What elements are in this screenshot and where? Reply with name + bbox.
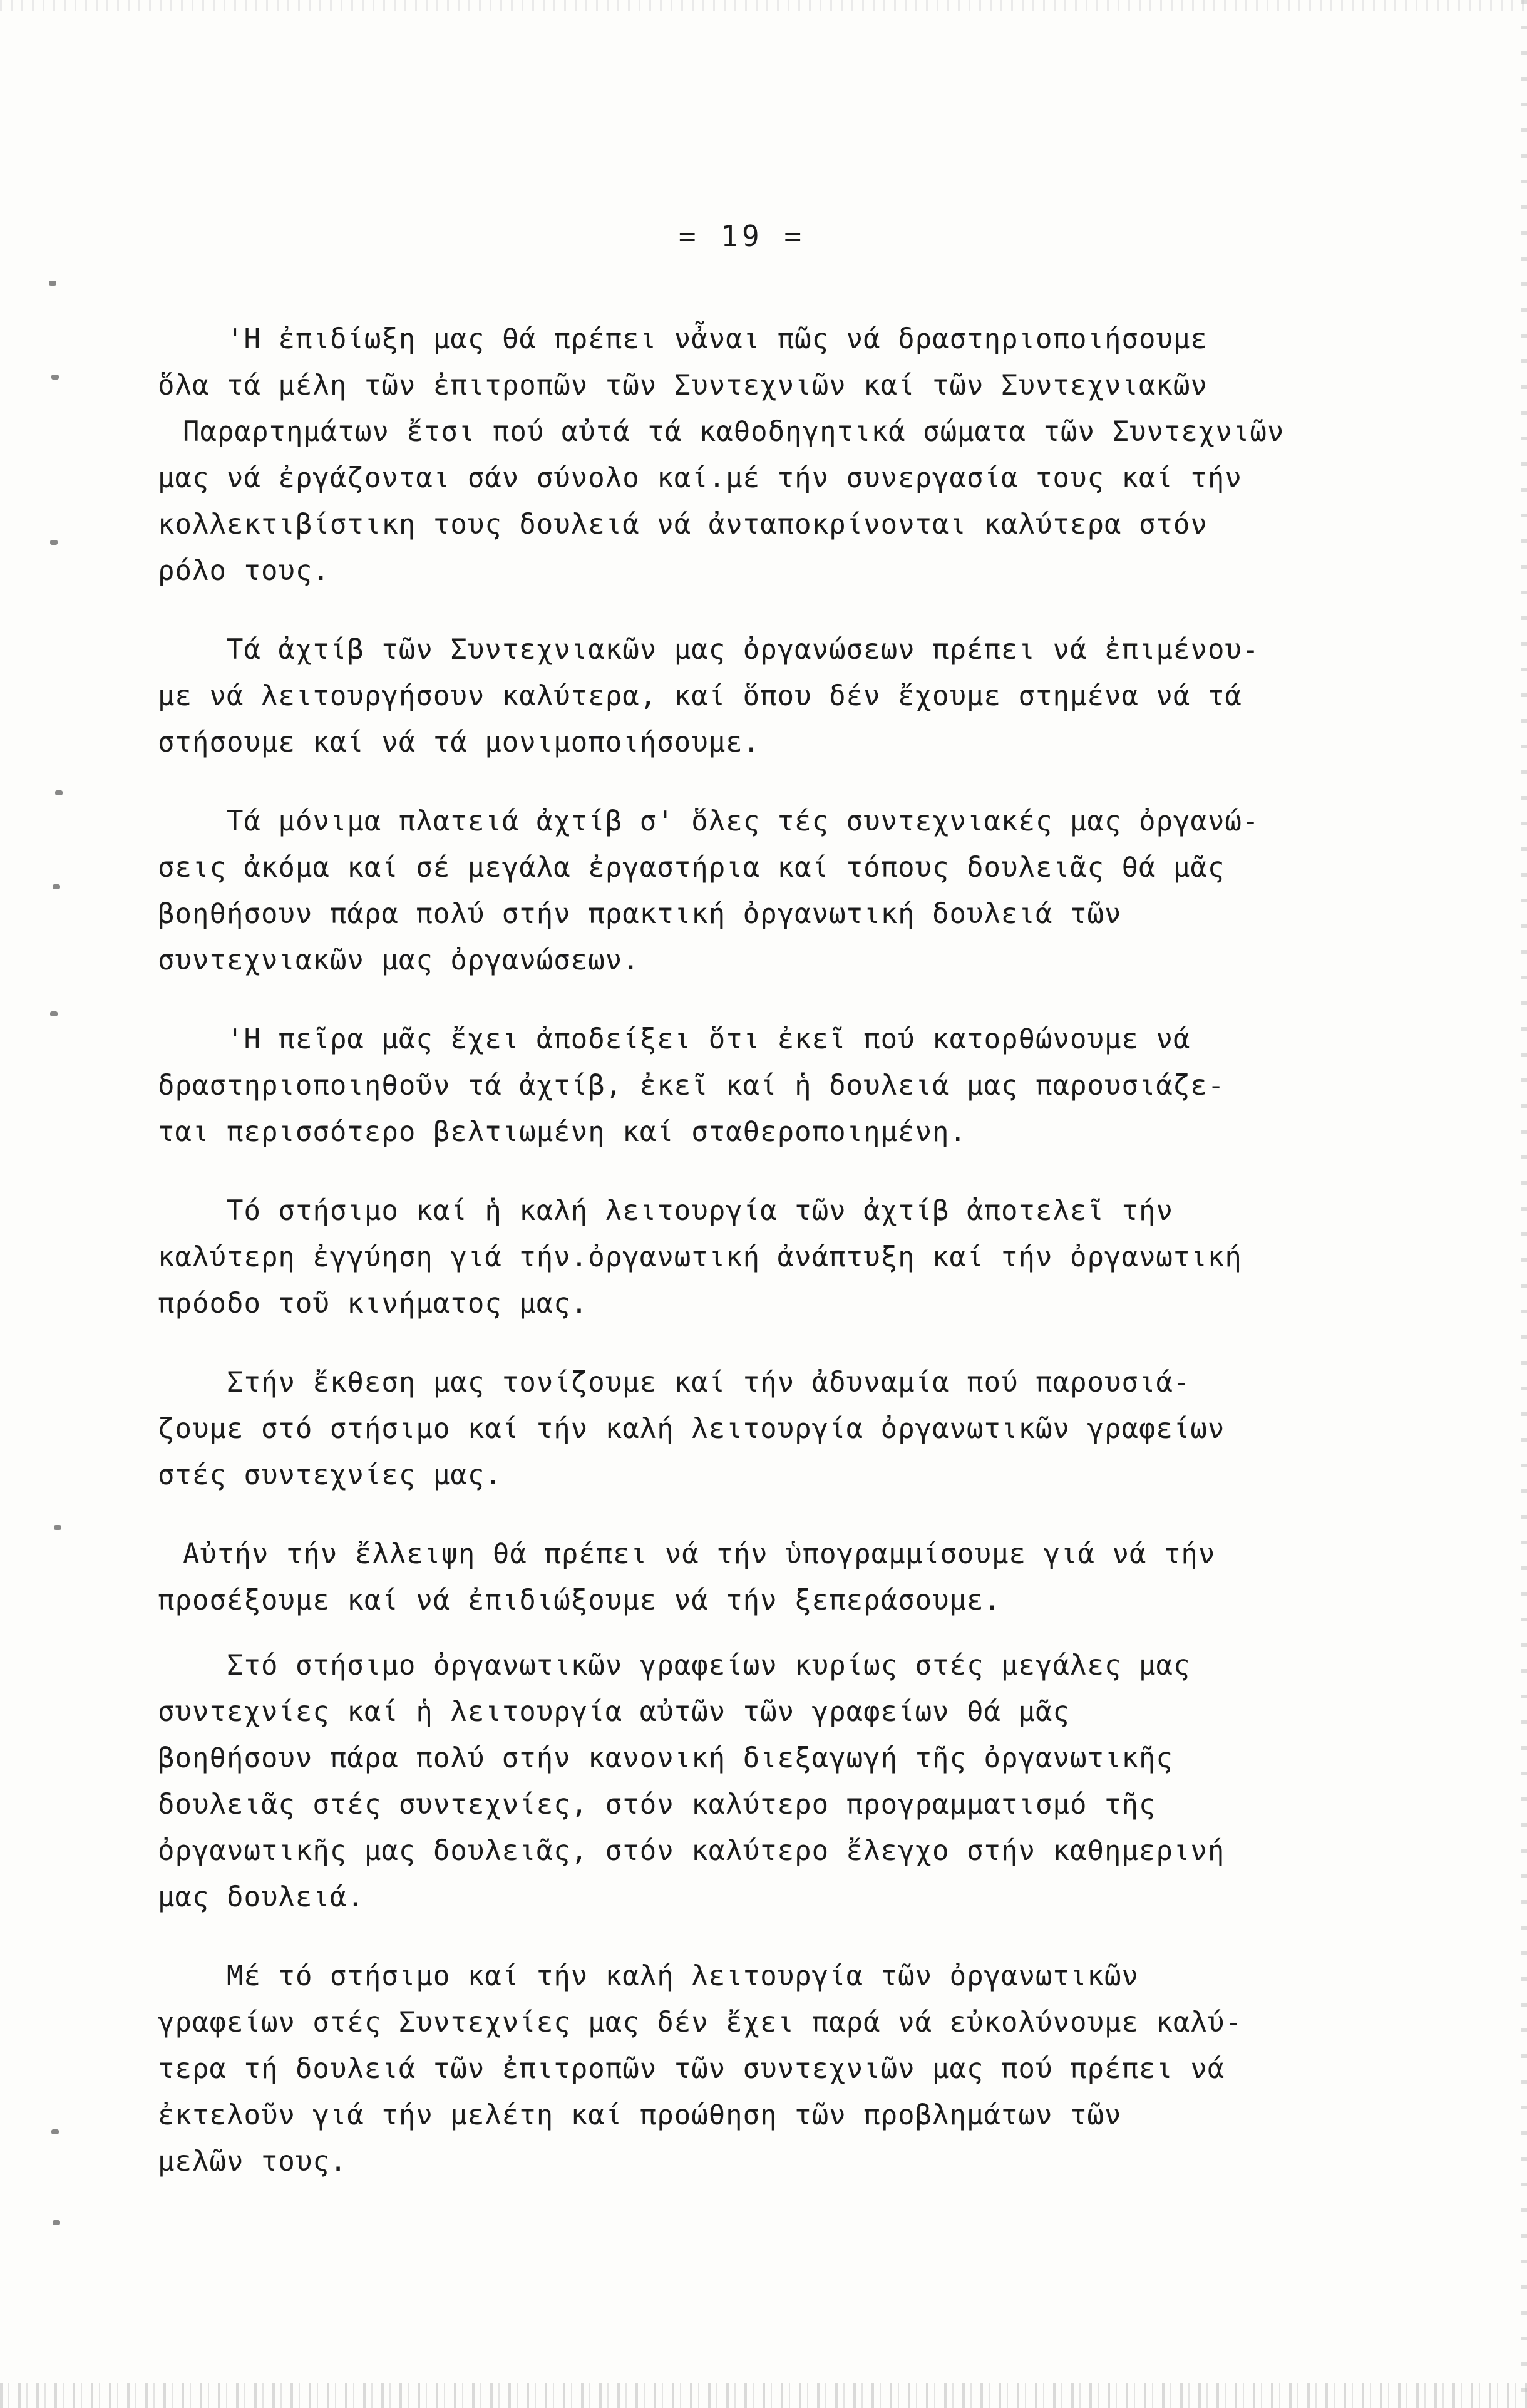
text-line: συντεχνιακῶν μας ὀργανώσεων. (158, 944, 640, 976)
text-line: ζουμε στό στήσιμο καί τήν καλή λειτουργία ὀργανωτικῶν γραφείων (158, 1413, 1225, 1445)
text-line: Μέ τό στήσιμο καί τήν καλή λειτουργία τῶν ὀργανωτικῶν (227, 1960, 1139, 1992)
text-line: Τά ἀχτίβ τῶν Συντεχνιακῶν μας ὀργανώσεων πρέπει νά ἐπιμένου- (227, 634, 1260, 666)
text-line: με νά λειτουργήσουν καλύτερα, καί ὅπου δέν ἔχουμε στημένα νά τά (158, 680, 1242, 712)
text-line: ται περισσότερο βελτιωμένη καί σταθεροποιημένη. (158, 1116, 967, 1148)
text-line: σεις ἀκόμα καί σέ μεγάλα ἐργαστήρια καί τόπους δουλειᾶς θά μᾶς (158, 852, 1225, 884)
margin-mark (50, 540, 58, 545)
text-line: προσέξουμε καί νά ἐπιδιώξουμε νά τήν ξεπεράσουμε. (158, 1584, 1002, 1616)
paragraph (158, 1531, 1410, 1624)
paragraph (158, 798, 1410, 984)
text-line: ὀργανωτικῆς μας δουλειᾶς, στόν καλύτερο ἔλεγχο στήν καθημερινή (158, 1835, 1225, 1867)
margin-mark (51, 2129, 59, 2134)
text-line: πρόοδο τοῦ κινήματος μας. (158, 1288, 589, 1320)
paragraph (158, 1953, 1410, 2185)
paragraph (158, 1188, 1410, 1327)
margin-mark (55, 790, 63, 795)
text-line: γραφείων στές Συντεχνίες μας δέν ἔχει παρά νά εὐκολύνουμε καλύ- (158, 2007, 1242, 2039)
text-line: 'Η ἐπιδίωξη μας θά πρέπει νἆναι πῶς νά δραστηριοποιήσουμε (227, 323, 1208, 355)
scan-edge-bottom (0, 2383, 1527, 2408)
text-line: συντεχνίες καί ἡ λειτουργία αὐτῶν τῶν γραφείων θά μᾶς (158, 1696, 1070, 1728)
paragraph (158, 1016, 1410, 1155)
page-number: = 19 = (678, 219, 806, 253)
text-line: ρόλο τους. (158, 555, 330, 587)
text-line: 'Η πεῖρα μᾶς ἔχει ἀποδείξει ὅτι ἐκεῖ πού κατορθώνουμε νά (227, 1023, 1191, 1055)
margin-mark (53, 2220, 60, 2225)
margin-mark (50, 1011, 58, 1016)
scan-edge-top (0, 0, 1527, 11)
text-line: στήσουμε καί νά τά μονιμοποιήσουμε. (158, 726, 761, 758)
text-line: δουλειᾶς στές συντεχνίες, στόν καλύτερο προγραμματισμό τῆς (158, 1789, 1156, 1821)
text-line: δραστηριοποιηθοῦν τά ἀχτίβ, ἐκεῖ καί ἡ δουλειά μας παρουσιάζε- (158, 1070, 1225, 1102)
margin-mark (54, 1525, 61, 1530)
text-line: μελῶν τους. (158, 2146, 347, 2178)
text-line: Στήν ἔκθεση μας τονίζουμε καί τήν ἀδυναμία πού παρουσιά- (227, 1367, 1191, 1398)
paragraph (158, 627, 1410, 766)
text-line: στές συντεχνίες μας. (158, 1459, 502, 1491)
paragraph (158, 316, 1410, 594)
text-line: τερα τή δουλειά τῶν ἐπιτροπῶν τῶν συντεχνιῶν μας πού πρέπει νά (158, 2053, 1225, 2085)
margin-mark (51, 375, 59, 380)
text-line: Αὐτήν τήν ἔλλειψη θά πρέπει νά τήν ὑπογραμμίσουμε γιά νά τήν (183, 1538, 1216, 1570)
scan-edge-right (1521, 0, 1527, 2408)
text-line: μας δουλειά. (158, 1881, 364, 1913)
text-line: κολλεκτιβίστικη τους δουλειά νά ἀνταποκρίνονται καλύτερα στόν (158, 509, 1208, 540)
text-line: Στό στήσιμο ὀργανωτικῶν γραφείων κυρίως στές μεγάλες μας (227, 1650, 1191, 1682)
text-line: Παραρτημάτων ἔτσι πού αὐτά τά καθοδηγητικά σώματα τῶν Συντεχνιῶν (183, 416, 1285, 448)
margin-mark (49, 281, 56, 286)
body-text (158, 316, 1410, 2218)
text-line: καλύτερη ἐγγύηση γιά τήν.ὀργανωτική ἀνάπτυξη καί τήν ὀργανωτική (158, 1241, 1242, 1273)
text-line: ἐκτελοῦν γιά τήν μελέτη καί προώθηση τῶν προβλημάτων τῶν (158, 2099, 1122, 2131)
paragraph (158, 1643, 1410, 1921)
text-line: βοηθήσουν πάρα πολύ στήν κανονική διεξαγωγή τῆς ὀργανωτικῆς (158, 1742, 1173, 1774)
text-line: μας νά ἐργάζονται σάν σύνολο καί.μέ τήν συνεργασία τους καί τήν (158, 462, 1242, 494)
margin-mark (53, 884, 60, 889)
paragraph (158, 1360, 1410, 1499)
text-line: βοηθήσουν πάρα πολύ στήν πρακτική ὀργανωτική δουλειά τῶν (158, 898, 1122, 930)
text-line: Τά μόνιμα πλατειά ἀχτίβ σ' ὅλες τές συντεχνιακές μας ὀργανώ- (227, 805, 1260, 837)
text-line: ὅλα τά μέλη τῶν ἐπιτροπῶν τῶν Συντεχνιῶν καί τῶν Συντεχνιακῶν (158, 369, 1208, 401)
text-line: Τό στήσιμο καί ἡ καλή λειτουργία τῶν ἀχτίβ ἀποτελεῖ τήν (227, 1195, 1173, 1227)
